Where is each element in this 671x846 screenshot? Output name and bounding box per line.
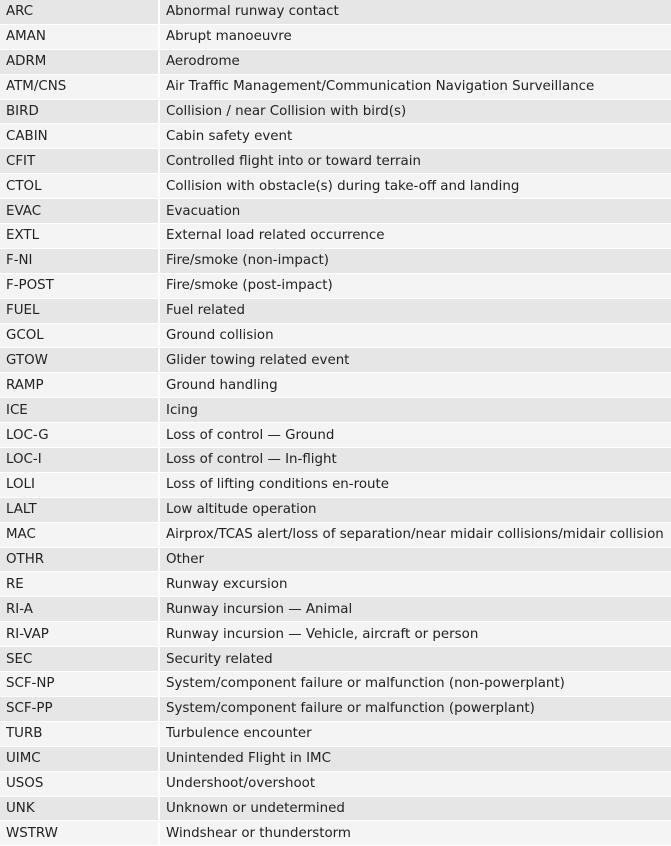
category-description: Airprox/TCAS alert/loss of separation/near midair collisions/midair collision <box>160 523 671 547</box>
table-row <box>0 747 671 772</box>
category-code: F-POST <box>0 274 158 298</box>
category-description: Runway incursion — Vehicle, aircraft or person <box>160 622 671 646</box>
table-row <box>0 473 671 498</box>
category-description: External load related occurrence <box>160 224 671 248</box>
category-description: System/component failure or malfunction (powerplant) <box>160 697 671 721</box>
table-row <box>0 647 671 672</box>
category-description: Collision / near Collision with bird(s) <box>160 100 671 124</box>
category-description: Ground handling <box>160 373 671 397</box>
category-description: Fire/smoke (non-impact) <box>160 249 671 273</box>
category-code: CTOL <box>0 174 158 198</box>
category-code: ADRM <box>0 50 158 74</box>
table-row <box>0 398 671 423</box>
category-code: EXTL <box>0 224 158 248</box>
table-row <box>0 772 671 797</box>
table-row <box>0 672 671 697</box>
category-code: TURB <box>0 722 158 746</box>
category-code: RE <box>0 572 158 596</box>
category-description: Cabin safety event <box>160 124 671 148</box>
category-code: CFIT <box>0 149 158 173</box>
category-description: Controlled flight into or toward terrain <box>160 149 671 173</box>
table-row <box>0 100 671 125</box>
category-code: MAC <box>0 523 158 547</box>
category-description: Abnormal runway contact <box>160 0 671 24</box>
category-code: LALT <box>0 498 158 522</box>
category-description: Turbulence encounter <box>160 722 671 746</box>
table-row <box>0 572 671 597</box>
table-row <box>0 0 671 25</box>
table-row <box>0 622 671 647</box>
category-code: GCOL <box>0 324 158 348</box>
table-row <box>0 299 671 324</box>
category-description: Collision with obstacle(s) during take-off and landing <box>160 174 671 198</box>
category-code: CABIN <box>0 124 158 148</box>
category-code: ARC <box>0 0 158 24</box>
table-row <box>0 423 671 448</box>
category-description: Icing <box>160 398 671 422</box>
table-row <box>0 722 671 747</box>
category-code: OTHR <box>0 548 158 572</box>
category-code: RI-VAP <box>0 622 158 646</box>
table-row <box>0 149 671 174</box>
table-row <box>0 25 671 50</box>
category-code: LOLI <box>0 473 158 497</box>
table-row <box>0 548 671 573</box>
table-row <box>0 523 671 548</box>
table-row <box>0 249 671 274</box>
category-code: USOS <box>0 772 158 796</box>
category-description: Fire/smoke (post-impact) <box>160 274 671 298</box>
category-description: Loss of lifting conditions en-route <box>160 473 671 497</box>
table-row <box>0 199 671 224</box>
category-description: Undershoot/overshoot <box>160 772 671 796</box>
table-row <box>0 697 671 722</box>
category-code: EVAC <box>0 199 158 223</box>
category-code: AMAN <box>0 25 158 49</box>
category-code: ATM/CNS <box>0 75 158 99</box>
category-description: Runway excursion <box>160 572 671 596</box>
table-row <box>0 797 671 822</box>
category-code: UIMC <box>0 747 158 771</box>
category-code: F-NI <box>0 249 158 273</box>
category-description: Abrupt manoeuvre <box>160 25 671 49</box>
table-row <box>0 75 671 100</box>
category-description: System/component failure or malfunction (non-powerplant) <box>160 672 671 696</box>
category-description: Low altitude operation <box>160 498 671 522</box>
category-code: LOC-I <box>0 448 158 472</box>
table-row <box>0 274 671 299</box>
table-row <box>0 348 671 373</box>
category-code: BIRD <box>0 100 158 124</box>
category-description: Loss of control — In-flight <box>160 448 671 472</box>
category-description: Air Traffic Management/Communication Navigation Surveillance <box>160 75 671 99</box>
table-row <box>0 324 671 349</box>
category-description: Loss of control — Ground <box>160 423 671 447</box>
table-row <box>0 597 671 622</box>
category-description: Fuel related <box>160 299 671 323</box>
category-code: FUEL <box>0 299 158 323</box>
table-row <box>0 498 671 523</box>
table-row <box>0 373 671 398</box>
category-code: RI-A <box>0 597 158 621</box>
category-code: UNK <box>0 797 158 821</box>
category-code: SCF-PP <box>0 697 158 721</box>
category-code: WSTRW <box>0 821 158 845</box>
category-description: Glider towing related event <box>160 348 671 372</box>
table-row <box>0 174 671 199</box>
category-description: Unknown or undetermined <box>160 797 671 821</box>
category-code: LOC-G <box>0 423 158 447</box>
category-description: Other <box>160 548 671 572</box>
category-description: Ground collision <box>160 324 671 348</box>
category-code: GTOW <box>0 348 158 372</box>
category-description: Aerodrome <box>160 50 671 74</box>
category-code: ICE <box>0 398 158 422</box>
category-code: RAMP <box>0 373 158 397</box>
category-description: Windshear or thunderstorm <box>160 821 671 845</box>
category-code: SEC <box>0 647 158 671</box>
table-row <box>0 821 671 846</box>
category-code: SCF-NP <box>0 672 158 696</box>
category-description: Evacuation <box>160 199 671 223</box>
category-description: Unintended Flight in IMC <box>160 747 671 771</box>
category-description: Security related <box>160 647 671 671</box>
table-row <box>0 448 671 473</box>
category-description: Runway incursion — Animal <box>160 597 671 621</box>
table-row <box>0 224 671 249</box>
table-row <box>0 50 671 75</box>
table-row <box>0 124 671 149</box>
